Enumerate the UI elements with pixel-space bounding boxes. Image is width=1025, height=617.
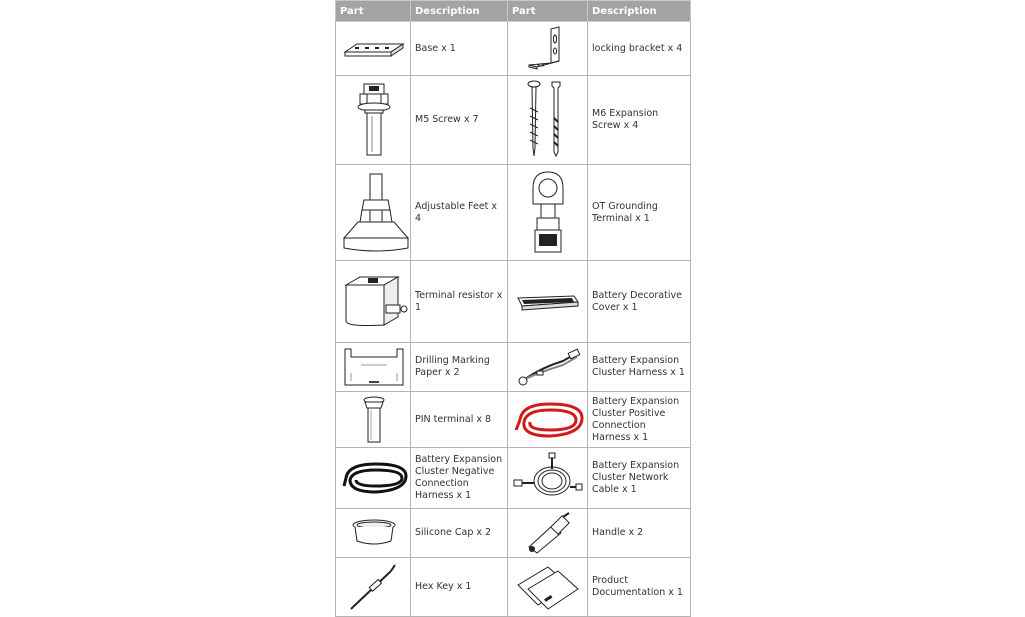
m6-expansion-screw-icon: [518, 78, 578, 162]
drilling-marking-paper-cell: [336, 343, 411, 392]
parts-table: [335, 0, 691, 617]
pin-terminal-cell: [336, 392, 411, 448]
m5-screw-icon: [352, 80, 396, 160]
terminal-resistor-cell: [336, 261, 411, 343]
network-cable-cell: [508, 448, 588, 509]
ot-grounding-terminal-cell: [508, 165, 588, 261]
battery-decorative-cover-desc: Battery Decorative Cover x 1: [588, 261, 691, 343]
table-row: [336, 76, 691, 165]
silicone-cap-icon: [349, 517, 399, 549]
m6-expansion-screw-cell: [508, 76, 588, 165]
handle-icon: [523, 511, 573, 555]
handle-desc: Handle x 2: [588, 509, 691, 558]
table-row: [336, 261, 691, 343]
locking-bracket-icon: [523, 25, 573, 73]
pin-terminal-icon: [359, 394, 389, 446]
adjustable-feet-icon: [340, 170, 412, 256]
adjustable-feet-desc: Adjustable Feet x 4: [411, 165, 508, 261]
silicone-cap-cell: [336, 509, 411, 558]
locking-bracket-desc: locking bracket x 4: [588, 22, 691, 76]
ot-grounding-terminal-icon: [523, 168, 573, 258]
hex-key-desc: Hex Key x 1: [411, 558, 508, 617]
battery-decorative-cover-icon: [514, 290, 582, 314]
network-cable-desc: Battery Expansion Cluster Network Cable x 1: [588, 448, 691, 509]
table-row: [336, 392, 691, 448]
base-cell: [336, 22, 411, 76]
product-documentation-icon: [514, 561, 582, 613]
header-part-2: Part: [508, 1, 588, 22]
locking-bracket-cell: [508, 22, 588, 76]
product-documentation-cell: [508, 558, 588, 617]
negative-harness-icon: [340, 456, 412, 500]
handle-cell: [508, 509, 588, 558]
product-documentation-desc: Product Documentation x 1: [588, 558, 691, 617]
base-desc: Base x 1: [411, 22, 508, 76]
header-description-2: Description: [588, 1, 691, 22]
battery-decorative-cover-cell: [508, 261, 588, 343]
table-row: [336, 509, 691, 558]
table-row: [336, 165, 691, 261]
cluster-harness-icon: [513, 345, 583, 389]
adjustable-feet-cell: [336, 165, 411, 261]
cluster-harness-cell: [508, 343, 588, 392]
table-row: [336, 558, 691, 617]
header-description: Description: [411, 1, 508, 22]
m5-screw-desc: M5 Screw x 7: [411, 76, 508, 165]
positive-harness-desc: Battery Expansion Cluster Positive Connection Harness x 1: [588, 392, 691, 448]
cluster-harness-desc: Battery Expansion Cluster Harness x 1: [588, 343, 691, 392]
table-row: [336, 343, 691, 392]
positive-harness-icon: [512, 396, 588, 444]
m5-screw-cell: [336, 76, 411, 165]
negative-harness-desc: Battery Expansion Cluster Negative Connection Harness x 1: [411, 448, 508, 509]
table-row: [336, 448, 691, 509]
hex-key-icon: [347, 561, 401, 613]
base-icon: [341, 34, 407, 64]
pin-terminal-desc: PIN terminal x 8: [411, 392, 508, 448]
header-part: Part: [336, 1, 411, 22]
hex-key-cell: [336, 558, 411, 617]
drilling-marking-paper-icon: [341, 345, 407, 389]
network-cable-icon: [512, 451, 584, 505]
silicone-cap-desc: Silicone Cap x 2: [411, 509, 508, 558]
m6-expansion-screw-desc: M6 Expansion Screw x 4: [588, 76, 691, 165]
negative-harness-cell: [336, 448, 411, 509]
ot-grounding-terminal-desc: OT Grounding Terminal x 1: [588, 165, 691, 261]
table-header-row: [336, 1, 691, 22]
terminal-resistor-icon: [340, 271, 410, 333]
terminal-resistor-desc: Terminal resistor x 1: [411, 261, 508, 343]
positive-harness-cell: [508, 392, 588, 448]
drilling-marking-paper-desc: Drilling Marking Paper x 2: [411, 343, 508, 392]
table-row: [336, 22, 691, 76]
